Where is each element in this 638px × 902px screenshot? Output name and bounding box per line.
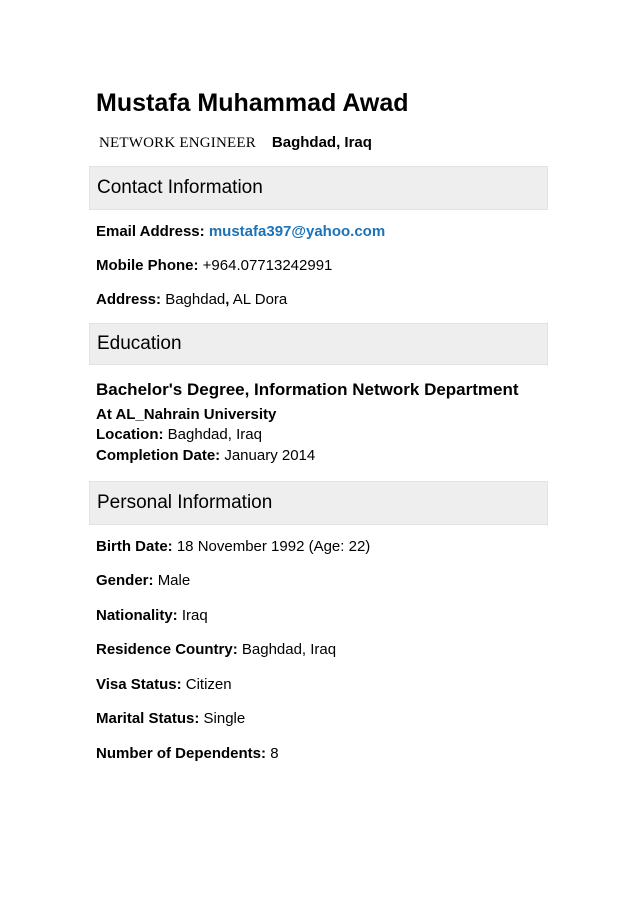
gender-label: Gender: <box>96 572 154 589</box>
dependents-row <box>96 745 279 762</box>
education-location-label: Location: <box>96 426 164 443</box>
marital-label: Marital Status: <box>96 710 200 727</box>
education-section-header <box>89 323 548 365</box>
education-location-value: Baghdad, Iraq <box>167 426 262 443</box>
header-location: Baghdad, Iraq <box>271 134 372 151</box>
residence-value: Baghdad, Iraq <box>241 641 337 658</box>
nationality-row <box>96 607 208 624</box>
gender-value: Male <box>157 572 191 589</box>
birth-value: 18 November 1992 (Age: 22) <box>176 538 371 555</box>
visa-label: Visa Status: <box>96 676 182 693</box>
phone-row <box>96 257 332 274</box>
nationality-value: Iraq <box>181 607 208 624</box>
email-link[interactable]: mustafa397@yahoo.com <box>208 223 386 240</box>
address-separator: , <box>225 291 230 308</box>
degree-title: Bachelor's Degree, Information Network Department <box>96 380 519 399</box>
address-city: Baghdad <box>165 291 226 308</box>
visa-value: Citizen <box>185 676 232 693</box>
institution: At AL_Nahrain University <box>96 406 277 423</box>
marital-row <box>96 710 245 727</box>
phone-label: Mobile Phone: <box>96 257 199 274</box>
candidate-name: Mustafa Muhammad Awad <box>96 89 409 117</box>
residence-label: Residence Country: <box>96 641 238 658</box>
address-label: Address: <box>96 291 162 308</box>
marital-value: Single <box>203 710 246 727</box>
address-row <box>96 291 287 308</box>
contact-heading: Contact Information <box>97 177 263 198</box>
completion-label: Completion Date: <box>96 447 221 464</box>
birth-label: Birth Date: <box>96 538 173 555</box>
personal-section-header <box>89 481 548 525</box>
education-location-row <box>96 426 262 443</box>
email-label: Email Address: <box>96 223 205 240</box>
subtitle-row <box>99 134 372 152</box>
phone-value: +964.07713242991 <box>202 257 333 274</box>
gender-row <box>96 572 190 589</box>
residence-row <box>96 641 336 658</box>
birth-row <box>96 538 370 555</box>
dependents-value: 8 <box>270 745 279 762</box>
education-heading: Education <box>97 333 182 354</box>
nationality-label: Nationality: <box>96 607 178 624</box>
job-title: NETWORK ENGINEER <box>99 135 256 151</box>
personal-heading: Personal Information <box>97 492 273 513</box>
completion-value: January 2014 <box>224 447 316 464</box>
address-area: AL Dora <box>232 291 288 308</box>
email-row <box>96 223 385 240</box>
dependents-label: Number of Dependents: <box>96 745 267 762</box>
visa-row <box>96 676 232 693</box>
completion-row <box>96 447 315 464</box>
contact-section-header <box>89 166 548 210</box>
